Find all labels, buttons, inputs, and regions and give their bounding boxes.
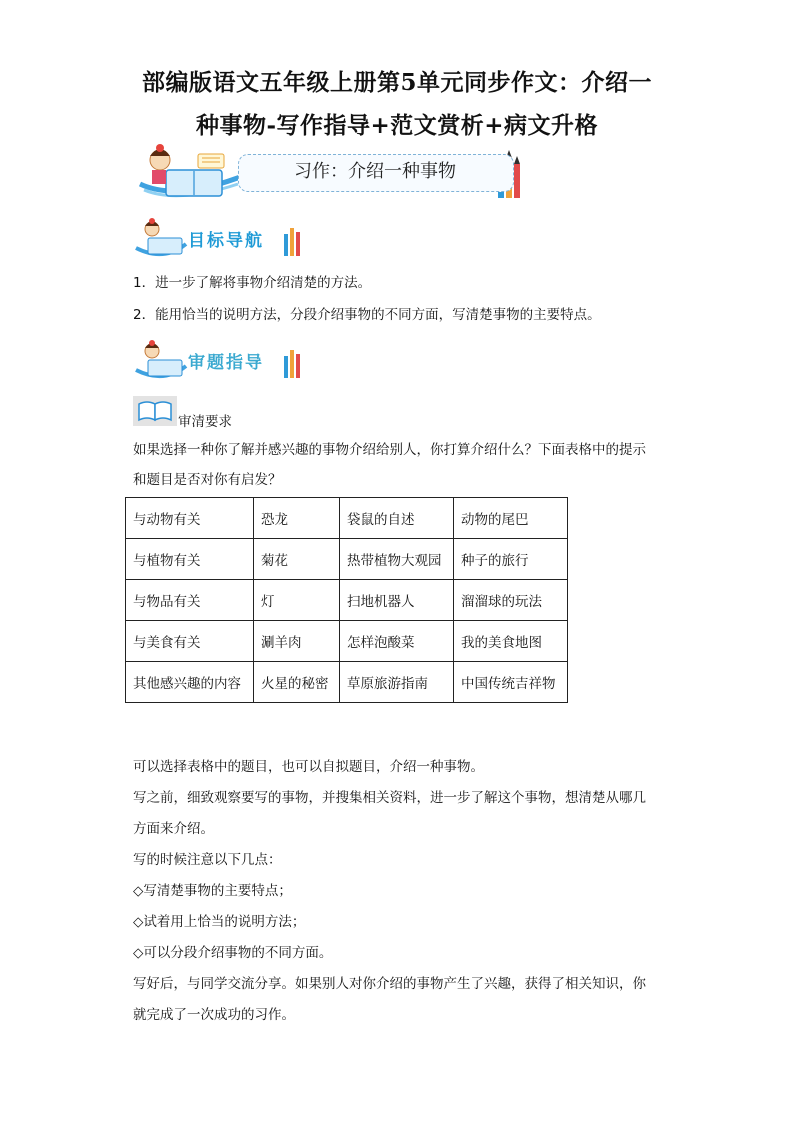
- table-cell: 热带植物大观园: [340, 539, 454, 580]
- bullet-point-1: ◇写清楚事物的主要特点；: [133, 883, 292, 899]
- table-cell: 灯: [254, 580, 340, 621]
- banner-title: 习作：介绍一种事物: [294, 161, 456, 182]
- table-cell: 怎样泡酸菜: [340, 621, 454, 662]
- bullet-point-3: ◇可以分段介绍事物的不同方面。: [133, 945, 333, 961]
- section-title: 目标导航: [188, 231, 264, 251]
- table-cell: 我的美食地图: [454, 621, 568, 662]
- table-row: [126, 662, 568, 703]
- review-intro-line-1: 如果选择一种你了解并感兴趣的事物介绍给别人，你打算介绍什么？下面表格中的提示: [133, 442, 646, 458]
- goal-item-2: 2．能用恰当的说明方法，分段介绍事物的不同方面，写清楚事物的主要特点。: [133, 307, 601, 323]
- table-cell: 与物品有关: [126, 580, 254, 621]
- table-cell: 涮羊肉: [254, 621, 340, 662]
- open-book-icon: [133, 396, 177, 426]
- body-paragraph-4-line-2: 就完成了一次成功的习作。: [133, 1007, 295, 1023]
- table-cell: 动物的尾巴: [454, 498, 568, 539]
- table-cell: 袋鼠的自述: [340, 498, 454, 539]
- table-cell: 火星的秘密: [254, 662, 340, 703]
- document-title-line-2: 种事物-写作指导+范文赏析+病文升格: [195, 112, 599, 139]
- body-paragraph-1: 可以选择表格中的题目，也可以自拟题目，介绍一种事物。: [133, 759, 484, 775]
- bullet-point-2: ◇试着用上恰当的说明方法；: [133, 914, 306, 930]
- table-cell: 扫地机器人: [340, 580, 454, 621]
- table-cell: 与动物有关: [126, 498, 254, 539]
- table-cell: 与植物有关: [126, 539, 254, 580]
- table-cell: 溜溜球的玩法: [454, 580, 568, 621]
- table-cell: 草原旅游指南: [340, 662, 454, 703]
- table-cell: 与美食有关: [126, 621, 254, 662]
- review-label: 审清要求: [178, 414, 232, 430]
- body-paragraph-2-line-1: 写之前，细致观察要写的事物，并搜集相关资料，进一步了解这个事物，想清楚从哪几: [133, 790, 646, 806]
- table-row: [126, 498, 568, 539]
- review-intro-line-2: 和题目是否对你有启发？: [133, 472, 282, 488]
- topic-banner: [138, 144, 538, 204]
- topic-suggestions-table: [125, 497, 568, 703]
- body-paragraph-4-line-1: 写好后，与同学交流分享。如果别人对你介绍的事物产生了兴趣，获得了相关知识，你: [133, 976, 646, 992]
- table-row: [126, 580, 568, 621]
- table-cell: 菊花: [254, 539, 340, 580]
- section-title: 审题指导: [188, 353, 264, 373]
- goal-item-1: 1．进一步了解将事物介绍清楚的方法。: [133, 275, 372, 291]
- table-cell: 种子的旅行: [454, 539, 568, 580]
- table-cell: 恐龙: [254, 498, 340, 539]
- table-row: [126, 621, 568, 662]
- body-paragraph-3: 写的时候注意以下几点：: [133, 852, 282, 868]
- document-title-line-1: 部编版语文五年级上册第5单元同步作文：介绍一: [141, 69, 652, 96]
- section-header-goal-navigation: [134, 218, 314, 262]
- table-cell: 其他感兴趣的内容: [126, 662, 254, 703]
- body-paragraph-2-line-2: 方面来介绍。: [133, 821, 214, 837]
- section-header-topic-guidance: [134, 340, 314, 384]
- table-row: [126, 539, 568, 580]
- table-cell: 中国传统吉祥物: [454, 662, 568, 703]
